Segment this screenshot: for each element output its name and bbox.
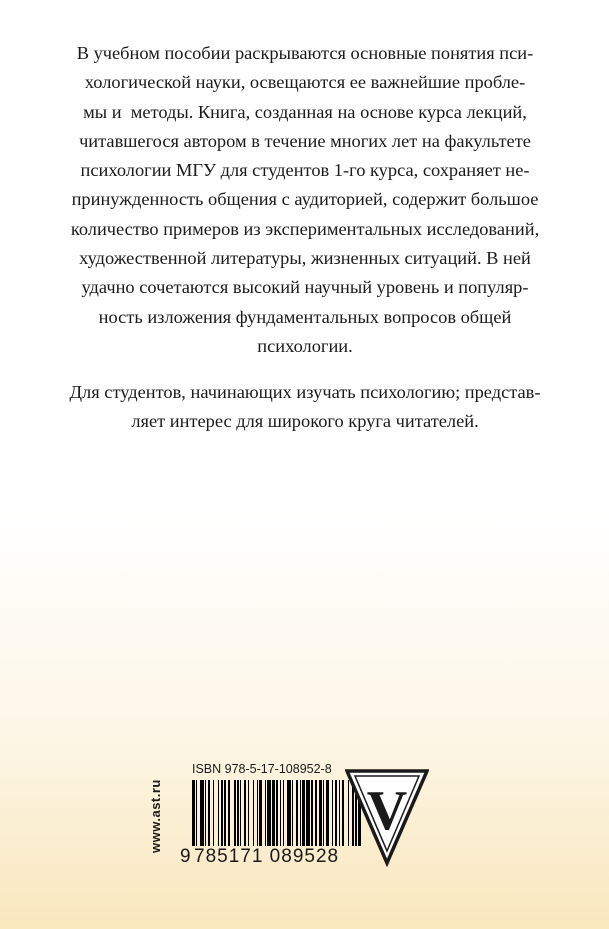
- annotation-line: количество примеров из экспериментальных исследований,: [70, 218, 540, 239]
- annotation-line: ность изложения фундаментальных вопросов общей: [98, 306, 512, 327]
- audience-paragraph: [40, 378, 570, 437]
- publisher-site-url: www.ast.ru: [148, 779, 163, 853]
- annotation-line: В учебном пособии раскрываются основные понятия пси-: [76, 43, 534, 63]
- barcode-first-digit: 9: [180, 846, 192, 867]
- annotation-line: психологии.: [257, 335, 353, 356]
- annotation-line: мы и методы. Книга, созданная на основе курса лекций,: [83, 101, 527, 122]
- annotation-line: художественной литературы, жизненных ситуаций. В ней: [79, 248, 531, 269]
- annotation-line: психологии МГУ для студентов 1-го курса, сохраняет не-: [80, 160, 530, 181]
- barcode-digit-groups: 785171 089528: [194, 846, 340, 867]
- annotation-paragraph: [40, 39, 570, 361]
- annotation-line: удачно сочетаются высокий научный уровень и популяр-: [81, 277, 529, 298]
- audience-line: ляет интерес для широкого круга читателей.: [131, 411, 479, 432]
- annotation-line: принужденность общения с аудиторией, содержит большое: [71, 189, 539, 210]
- audience-line: Для студентов, начинающих изучать психологию; представ-: [69, 382, 541, 402]
- isbn-label: ISBN 978-5-17-108952-8: [192, 762, 332, 776]
- logo-letter: V: [366, 780, 408, 842]
- publisher-logo-icon: [345, 767, 429, 867]
- annotation-line: хологической науки, освещаются ее важнейшие пробле-: [84, 72, 526, 93]
- annotation-line: читавшегося автором в течение многих лет на факультете: [79, 130, 531, 151]
